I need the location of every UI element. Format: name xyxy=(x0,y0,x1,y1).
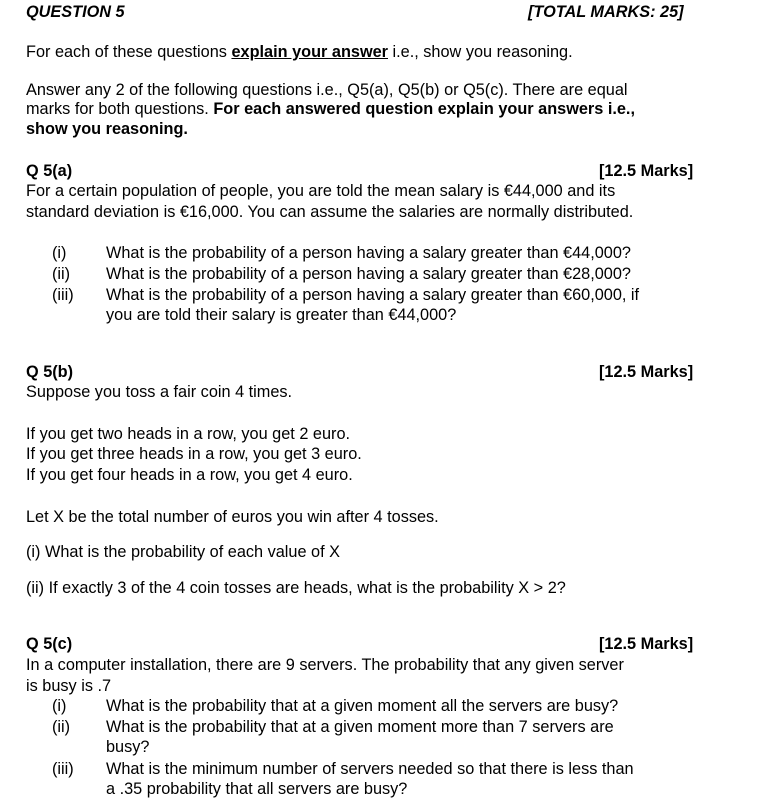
q5c-item-number: (iii) xyxy=(52,760,74,778)
q5a-item-text-continued: you are told their salary is greater than €44,000? xyxy=(106,306,457,324)
instructions-line-3: show you reasoning. xyxy=(26,120,188,138)
q5c-item-text: What is the probability that at a given moment all the servers are busy? xyxy=(106,697,619,715)
q5a-text-line-1: For a certain population of people, you are told the mean salary is €44,000 and its xyxy=(26,182,616,200)
q5b-sub-i: (i) What is the probability of each value of X xyxy=(26,543,341,561)
q5b-title: Q 5(b) xyxy=(26,363,74,381)
instructions-line-2 xyxy=(26,100,635,119)
q5a-item-number: (ii) xyxy=(52,265,71,283)
q5b-rule: If you get four heads in a row, you get 4 euro. xyxy=(26,466,353,484)
instructions-bold: For each answered question explain your answers i.e., xyxy=(213,100,635,118)
question-title: QUESTION 5 xyxy=(26,3,125,21)
q5a-marks: [12.5 Marks] xyxy=(599,162,694,180)
intro-post: i.e., show you reasoning. xyxy=(388,43,573,61)
q5b-let-x: Let X be the total number of euros you win after 4 tosses. xyxy=(26,508,439,526)
q5a-item-text: What is the probability of a person having a salary greater than €60,000, if xyxy=(106,286,640,304)
intro-line xyxy=(26,43,573,62)
q5c-item-text-continued: busy? xyxy=(106,738,150,756)
total-marks: [TOTAL MARKS: 25] xyxy=(528,3,684,21)
instructions-pre: marks for both questions. xyxy=(26,100,214,118)
q5b-text: Suppose you toss a fair coin 4 times. xyxy=(26,383,293,401)
q5c-text-line-2: is busy is .7 xyxy=(26,677,112,695)
q5a-item-number: (i) xyxy=(52,244,67,262)
intro-emphasis: explain your answer xyxy=(231,43,388,61)
q5c-item-number: (i) xyxy=(52,697,67,715)
q5a-text-line-2: standard deviation is €16,000. You can assume the salaries are normally distributed. xyxy=(26,203,634,221)
q5b-rule: If you get three heads in a row, you get 3 euro. xyxy=(26,445,362,463)
intro-pre: For each of these questions xyxy=(26,43,232,61)
q5b-rule: If you get two heads in a row, you get 2 euro. xyxy=(26,425,351,443)
q5b-marks: [12.5 Marks] xyxy=(599,363,694,381)
q5c-item-number: (ii) xyxy=(52,718,71,736)
instructions-line-1: Answer any 2 of the following questions i.e., Q5(a), Q5(b) or Q5(c). There are equal xyxy=(26,81,628,99)
q5a-title: Q 5(a) xyxy=(26,162,73,180)
q5c-item-text: What is the minimum number of servers needed so that there is less than xyxy=(106,760,634,778)
q5c-marks: [12.5 Marks] xyxy=(599,635,694,653)
q5a-item-text: What is the probability of a person having a salary greater than €44,000? xyxy=(106,244,631,262)
q5c-item-text-continued: a .35 probability that all servers are busy? xyxy=(106,780,408,798)
q5c-item-text: What is the probability that at a given moment more than 7 servers are xyxy=(106,718,614,736)
q5b-sub-ii: (ii) If exactly 3 of the 4 coin tosses are heads, what is the probability X > 2? xyxy=(26,579,566,597)
q5c-text-line-1: In a computer installation, there are 9 servers. The probability that any given server xyxy=(26,656,624,674)
q5a-item-number: (iii) xyxy=(52,286,74,304)
q5c-title: Q 5(c) xyxy=(26,635,73,653)
q5a-item-text: What is the probability of a person having a salary greater than €28,000? xyxy=(106,265,631,283)
